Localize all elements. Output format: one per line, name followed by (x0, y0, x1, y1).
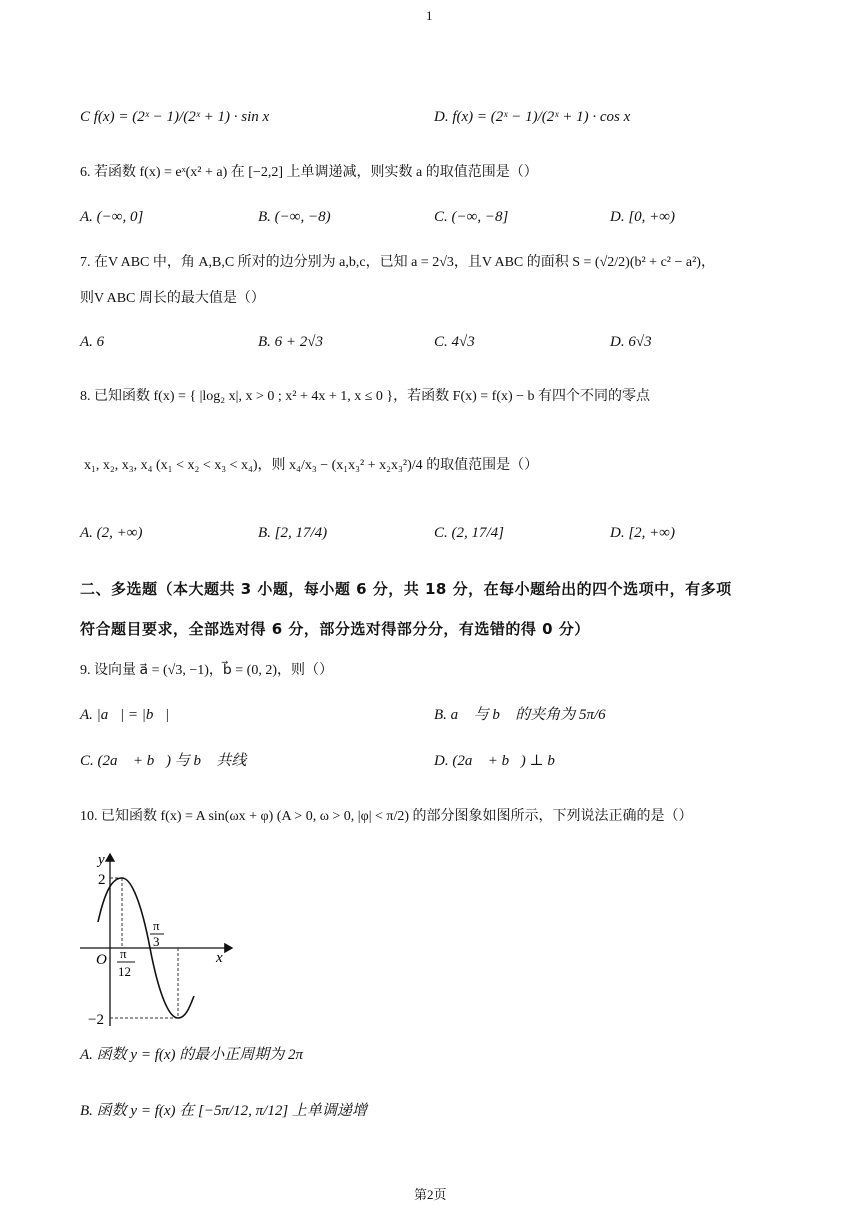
x-axis-label: x (216, 950, 223, 966)
option-9a: A. |a⃗| = |b⃗| (80, 707, 170, 723)
option-8a: A. (2, +∞) (80, 525, 143, 541)
min-value-label: −2 (88, 1012, 104, 1028)
option-10a: A. 函数 y = f(x) 的最小正周期为 2π (80, 1047, 304, 1063)
question-7-stem-2: 则V ABC 周长的最大值是（） (80, 291, 265, 306)
option-8b: B. [2, 17/4) (258, 525, 328, 541)
option-7c: C. 4√3 (434, 334, 475, 350)
option-9c: C. (2a⃗ + b⃗) 与 b⃗ 共线 (80, 753, 247, 769)
page-number: 1 (426, 8, 433, 23)
option-6d: D. [0, +∞) (610, 209, 675, 225)
question-9-stem: 9. 设向量 a⃗ = (√3, −1)，b⃗ = (0, 2)，则（） (80, 663, 333, 678)
sine-graph-figure (76, 846, 246, 1036)
section-heading-line-1: 二、多选题（本大题共 3 小题，每小题 6 分，共 18 分，在每小题给出的四个选项中，有多项 (80, 580, 732, 598)
option-7a: A. 6 (80, 334, 105, 350)
option-9b: B. a⃗ 与 b⃗ 的夹角为 5π/6 (434, 707, 606, 723)
option-6b: B. (−∞, −8) (258, 209, 331, 225)
option-7d: D. 6√3 (610, 334, 652, 350)
option-5d: D. f(x) = (2ˣ − 1)/(2ˣ + 1) · cos x (434, 109, 631, 125)
option-6c: C. (−∞, −8] (434, 209, 509, 225)
question-7-stem: 7. 在V ABC 中，角 A,B,C 所对的边分别为 a,b,c，已知 a = 2√3，且V ABC 的面积 S = (√2/2)(b² + c² − a²)， (80, 255, 715, 270)
option-8c: C. (2, 17/4] (434, 525, 505, 541)
tick-pi-12-numerator: π (120, 946, 127, 961)
option-10b: B. 函数 y = f(x) 在 [−5π/12, π/12] 上单调递增 (80, 1103, 367, 1119)
question-6-stem: 6. 若函数 f(x) = eˣ(x² + a) 在 [−2,2] 上单调递减，则实数 a 的取值范围是（） (80, 165, 538, 180)
option-9d: D. (2a⃗ + b⃗) ⊥ b⃗ (434, 753, 567, 769)
tick-pi-3-denominator: 3 (153, 934, 160, 949)
option-8d: D. [2, +∞) (610, 525, 675, 541)
origin-label: O (96, 952, 107, 968)
option-7b: B. 6 + 2√3 (258, 334, 324, 350)
tick-pi-12-denominator: 12 (118, 964, 131, 979)
option-5c: C f(x) = (2ˣ − 1)/(2ˣ + 1) · sin x (80, 109, 270, 125)
option-6a: A. (−∞, 0] (80, 209, 144, 225)
footer-page-label: 第2页 (414, 1187, 447, 1202)
max-value-label: 2 (98, 872, 106, 888)
section-heading-line-2: 符合题目要求，全部选对得 6 分，部分选对得部分分，有选错的得 0 分） (80, 620, 590, 638)
question-10-stem: 10. 已知函数 f(x) = A sin(ωx + φ) (A > 0, ω > 0, |φ| < π/2) 的部分图象如图所示，下列说法正确的是（） (80, 809, 693, 824)
tick-pi-3-numerator: π (153, 918, 160, 933)
y-axis-label: y (98, 852, 105, 868)
question-8-stem-2: x₁, x₂, x₃, x₄ (x₁ < x₂ < x₃ < x₄)，则 x₄/x₃ − (x₁x₃² + x₂x₃²)/4 的取值范围是（） (84, 458, 539, 473)
question-8-stem: 8. 已知函数 f(x) = { |log₂ x|, x > 0 ; x² + 4x + 1, x ≤ 0 }，若函数 F(x) = f(x) − b 有四个不同的零点 (80, 389, 651, 404)
